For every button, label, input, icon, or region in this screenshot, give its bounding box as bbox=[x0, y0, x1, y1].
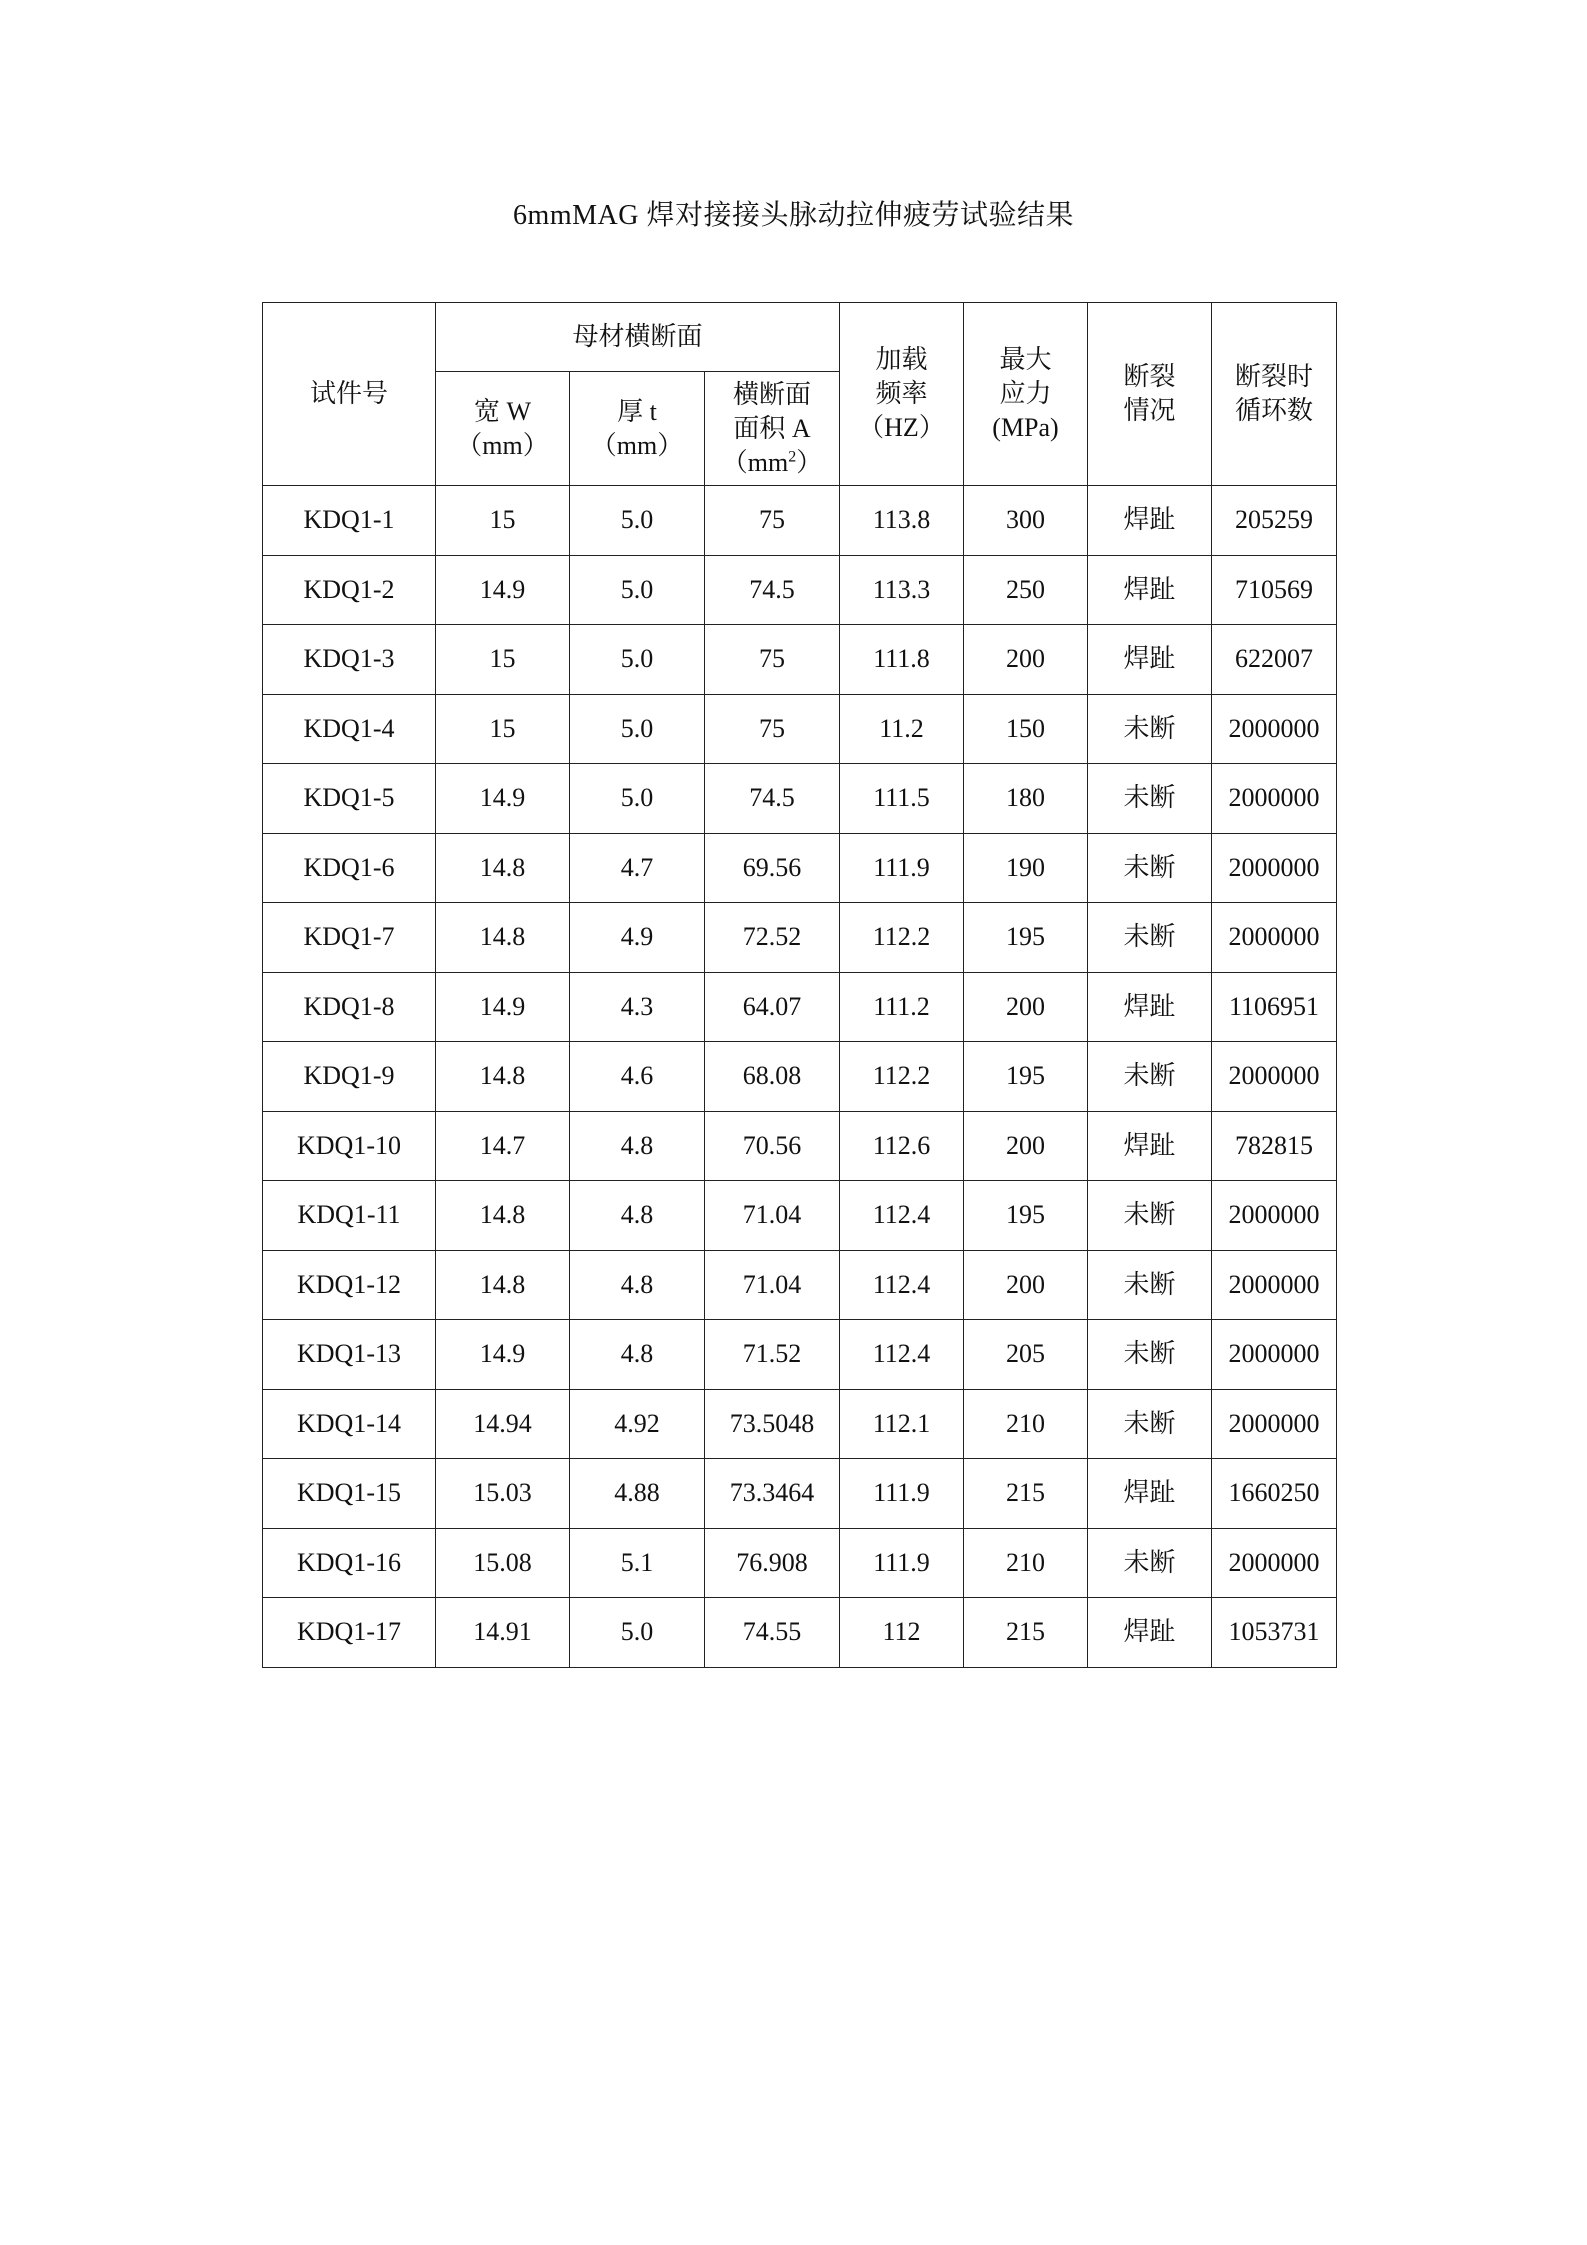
cycles-cell bbox=[1212, 1250, 1337, 1320]
fracture-cell: 焊趾 bbox=[1088, 1598, 1212, 1668]
header-area-line: 横断面 bbox=[732, 379, 811, 409]
specimen-id-cell: KDQ1-17 bbox=[263, 1598, 436, 1668]
fracture-cell: 焊趾 bbox=[1088, 1459, 1212, 1529]
table-row bbox=[263, 1250, 1337, 1320]
table-row bbox=[263, 833, 1337, 903]
header-row-1 bbox=[263, 303, 1337, 372]
table-row bbox=[263, 1320, 1337, 1390]
frequency-cell: 111.9 bbox=[840, 1459, 964, 1529]
cycles-value: 2000000 bbox=[1228, 1408, 1320, 1438]
header-width bbox=[436, 372, 570, 486]
header-frequency-line: 频率 bbox=[875, 379, 928, 408]
cycles-value: 205259 bbox=[1235, 505, 1313, 535]
table-row bbox=[263, 486, 1337, 556]
cycles-value: 710569 bbox=[1235, 574, 1313, 604]
header-width-line: 宽 W bbox=[473, 396, 532, 426]
thickness-cell: 5.0 bbox=[570, 764, 705, 834]
width-cell: 14.8 bbox=[436, 1042, 570, 1112]
fracture-cell: 焊趾 bbox=[1088, 486, 1212, 556]
header-fracture-line: 断裂 bbox=[1123, 362, 1176, 391]
cycles-value: 2000000 bbox=[1228, 713, 1320, 743]
header-thickness-line: 厚 t bbox=[617, 396, 657, 426]
area-cell: 73.3464 bbox=[705, 1459, 840, 1529]
max-stress-cell: 205 bbox=[964, 1320, 1088, 1390]
fracture-cell: 未断 bbox=[1088, 764, 1212, 834]
area-cell: 76.908 bbox=[705, 1528, 840, 1598]
specimen-id-cell: KDQ1-15 bbox=[263, 1459, 436, 1529]
header-area-line: 面积 A bbox=[733, 413, 811, 443]
header-area-line bbox=[705, 446, 839, 480]
width-cell: 14.8 bbox=[436, 903, 570, 973]
cycles-value: 2000000 bbox=[1228, 1339, 1320, 1369]
frequency-cell: 112 bbox=[840, 1598, 964, 1668]
fracture-cell: 未断 bbox=[1088, 1250, 1212, 1320]
cycles-value: 2000000 bbox=[1228, 852, 1320, 882]
thickness-cell: 4.6 bbox=[570, 1042, 705, 1112]
header-max-stress-line: 最大 bbox=[999, 345, 1052, 374]
max-stress-cell: 200 bbox=[964, 625, 1088, 695]
thickness-cell: 4.8 bbox=[570, 1181, 705, 1251]
specimen-id-cell: KDQ1-4 bbox=[263, 694, 436, 764]
max-stress-cell: 200 bbox=[964, 1111, 1088, 1181]
thickness-cell: 4.3 bbox=[570, 972, 705, 1042]
width-cell: 14.8 bbox=[436, 833, 570, 903]
cycles-cell bbox=[1212, 555, 1337, 625]
width-cell: 14.94 bbox=[436, 1389, 570, 1459]
frequency-cell: 113.3 bbox=[840, 555, 964, 625]
header-specimen: 试件号 bbox=[263, 303, 436, 486]
frequency-cell: 111.5 bbox=[840, 764, 964, 834]
frequency-cell: 111.9 bbox=[840, 1528, 964, 1598]
max-stress-cell: 195 bbox=[964, 1181, 1088, 1251]
fracture-cell: 未断 bbox=[1088, 1389, 1212, 1459]
cycles-cell bbox=[1212, 1181, 1337, 1251]
thickness-cell: 5.0 bbox=[570, 625, 705, 695]
thickness-cell: 4.88 bbox=[570, 1459, 705, 1529]
area-cell: 73.5048 bbox=[705, 1389, 840, 1459]
fracture-cell: 未断 bbox=[1088, 903, 1212, 973]
area-cell: 75 bbox=[705, 694, 840, 764]
max-stress-cell: 215 bbox=[964, 1598, 1088, 1668]
max-stress-cell: 195 bbox=[964, 903, 1088, 973]
max-stress-cell: 180 bbox=[964, 764, 1088, 834]
cycles-value: 2000000 bbox=[1228, 1200, 1320, 1230]
fracture-cell: 焊趾 bbox=[1088, 625, 1212, 695]
width-cell: 15 bbox=[436, 486, 570, 556]
thickness-cell: 5.0 bbox=[570, 694, 705, 764]
width-cell: 14.9 bbox=[436, 555, 570, 625]
thickness-cell: 4.8 bbox=[570, 1111, 705, 1181]
table-row bbox=[263, 625, 1337, 695]
max-stress-cell: 190 bbox=[964, 833, 1088, 903]
width-cell: 15 bbox=[436, 694, 570, 764]
table-row bbox=[263, 694, 1337, 764]
cycles-cell bbox=[1212, 972, 1337, 1042]
frequency-cell: 112.4 bbox=[840, 1320, 964, 1390]
cycles-value: 782815 bbox=[1235, 1130, 1313, 1160]
area-cell: 64.07 bbox=[705, 972, 840, 1042]
frequency-cell: 112.1 bbox=[840, 1389, 964, 1459]
page-title: 6mmMAG 焊对接接头脉动拉伸疲劳试验结果 bbox=[513, 200, 1074, 231]
cycles-cell bbox=[1212, 1111, 1337, 1181]
fracture-cell: 未断 bbox=[1088, 1528, 1212, 1598]
area-cell: 71.04 bbox=[705, 1181, 840, 1251]
width-cell: 15.08 bbox=[436, 1528, 570, 1598]
cycles-value: 2000000 bbox=[1228, 783, 1320, 813]
width-cell: 14.8 bbox=[436, 1250, 570, 1320]
area-cell: 75 bbox=[705, 625, 840, 695]
fracture-cell: 焊趾 bbox=[1088, 1111, 1212, 1181]
frequency-cell: 111.2 bbox=[840, 972, 964, 1042]
thickness-cell: 4.8 bbox=[570, 1320, 705, 1390]
cycles-cell bbox=[1212, 694, 1337, 764]
header-area bbox=[705, 372, 840, 486]
header-cycles-line: 断裂时 bbox=[1234, 362, 1313, 391]
thickness-cell: 5.0 bbox=[570, 1598, 705, 1668]
cycles-cell bbox=[1212, 1459, 1337, 1529]
frequency-cell: 112.6 bbox=[840, 1111, 964, 1181]
thickness-cell: 4.9 bbox=[570, 903, 705, 973]
fracture-cell: 未断 bbox=[1088, 1181, 1212, 1251]
cycles-value: 1106951 bbox=[1228, 991, 1320, 1021]
max-stress-cell: 250 bbox=[964, 555, 1088, 625]
width-cell: 14.7 bbox=[436, 1111, 570, 1181]
thickness-cell: 5.0 bbox=[570, 555, 705, 625]
frequency-cell: 113.8 bbox=[840, 486, 964, 556]
cycles-value: 1660250 bbox=[1228, 1478, 1320, 1508]
cycles-value: 622007 bbox=[1235, 644, 1313, 674]
table-row bbox=[263, 1459, 1337, 1529]
header-cycles-line: 循环数 bbox=[1234, 396, 1313, 425]
cycles-cell bbox=[1212, 1528, 1337, 1598]
cycles-cell bbox=[1212, 1598, 1337, 1668]
width-cell: 14.8 bbox=[436, 1181, 570, 1251]
table-row bbox=[263, 903, 1337, 973]
max-stress-cell: 210 bbox=[964, 1389, 1088, 1459]
thickness-cell: 5.1 bbox=[570, 1528, 705, 1598]
header-frequency-line: 加载 bbox=[875, 345, 928, 374]
area-cell: 72.52 bbox=[705, 903, 840, 973]
table-row bbox=[263, 1389, 1337, 1459]
header-max-stress bbox=[964, 303, 1088, 486]
specimen-id-cell: KDQ1-10 bbox=[263, 1111, 436, 1181]
specimen-id-cell: KDQ1-13 bbox=[263, 1320, 436, 1390]
fracture-cell: 焊趾 bbox=[1088, 972, 1212, 1042]
header-frequency bbox=[840, 303, 964, 486]
specimen-id-cell: KDQ1-5 bbox=[263, 764, 436, 834]
specimen-id-cell: KDQ1-6 bbox=[263, 833, 436, 903]
fracture-cell: 焊趾 bbox=[1088, 555, 1212, 625]
max-stress-cell: 150 bbox=[964, 694, 1088, 764]
specimen-id-cell: KDQ1-3 bbox=[263, 625, 436, 695]
frequency-cell: 112.2 bbox=[840, 903, 964, 973]
max-stress-cell: 200 bbox=[964, 972, 1088, 1042]
cycles-value: 2000000 bbox=[1228, 1269, 1320, 1299]
width-cell: 14.9 bbox=[436, 972, 570, 1042]
header-thickness bbox=[570, 372, 705, 486]
max-stress-cell: 300 bbox=[964, 486, 1088, 556]
cycles-cell bbox=[1212, 1320, 1337, 1390]
table-row bbox=[263, 1111, 1337, 1181]
area-cell: 74.55 bbox=[705, 1598, 840, 1668]
header-area-unit: （mm bbox=[721, 447, 789, 477]
specimen-id-cell: KDQ1-1 bbox=[263, 486, 436, 556]
specimen-id-cell: KDQ1-2 bbox=[263, 555, 436, 625]
frequency-cell: 111.8 bbox=[840, 625, 964, 695]
header-thickness-line: （mm） bbox=[590, 430, 684, 460]
header-frequency-line: （HZ） bbox=[858, 413, 945, 442]
table-row bbox=[263, 1042, 1337, 1112]
cycles-cell bbox=[1212, 903, 1337, 973]
header-fracture-line: 情况 bbox=[1123, 396, 1176, 425]
header-max-stress-line: 应力 bbox=[999, 379, 1052, 408]
cycles-value: 1053731 bbox=[1228, 1617, 1320, 1647]
frequency-cell: 112.4 bbox=[840, 1181, 964, 1251]
table-row bbox=[263, 764, 1337, 834]
specimen-id-cell: KDQ1-12 bbox=[263, 1250, 436, 1320]
specimen-id-cell: KDQ1-16 bbox=[263, 1528, 436, 1598]
fracture-cell: 未断 bbox=[1088, 833, 1212, 903]
width-cell: 14.9 bbox=[436, 1320, 570, 1390]
area-cell: 71.52 bbox=[705, 1320, 840, 1390]
fracture-cell: 未断 bbox=[1088, 1320, 1212, 1390]
max-stress-cell: 195 bbox=[964, 1042, 1088, 1112]
cycles-value: 2000000 bbox=[1228, 922, 1320, 952]
thickness-cell: 4.7 bbox=[570, 833, 705, 903]
width-cell: 14.9 bbox=[436, 764, 570, 834]
header-cycles bbox=[1212, 303, 1337, 486]
thickness-cell: 5.0 bbox=[570, 486, 705, 556]
thickness-cell: 4.8 bbox=[570, 1250, 705, 1320]
fatigue-results-table bbox=[262, 302, 1337, 1668]
thickness-cell: 4.92 bbox=[570, 1389, 705, 1459]
area-cell: 69.56 bbox=[705, 833, 840, 903]
header-fracture bbox=[1088, 303, 1212, 486]
max-stress-cell: 215 bbox=[964, 1459, 1088, 1529]
fracture-cell: 未断 bbox=[1088, 1042, 1212, 1112]
cycles-cell bbox=[1212, 833, 1337, 903]
table-row bbox=[263, 972, 1337, 1042]
frequency-cell: 111.9 bbox=[840, 833, 964, 903]
specimen-id-cell: KDQ1-7 bbox=[263, 903, 436, 973]
area-cell: 74.5 bbox=[705, 764, 840, 834]
frequency-cell: 112.4 bbox=[840, 1250, 964, 1320]
header-area-exponent: 2 bbox=[788, 447, 797, 465]
max-stress-cell: 210 bbox=[964, 1528, 1088, 1598]
header-base-section: 母材横断面 bbox=[436, 303, 840, 372]
width-cell: 14.91 bbox=[436, 1598, 570, 1668]
frequency-cell: 112.2 bbox=[840, 1042, 964, 1112]
cycles-value: 2000000 bbox=[1228, 1547, 1320, 1577]
header-max-stress-line: (MPa) bbox=[992, 413, 1059, 442]
fracture-cell: 未断 bbox=[1088, 694, 1212, 764]
specimen-id-cell: KDQ1-11 bbox=[263, 1181, 436, 1251]
width-cell: 15 bbox=[436, 625, 570, 695]
cycles-value: 2000000 bbox=[1228, 1061, 1320, 1091]
width-cell: 15.03 bbox=[436, 1459, 570, 1529]
header-width-line: （mm） bbox=[456, 430, 549, 460]
max-stress-cell: 200 bbox=[964, 1250, 1088, 1320]
specimen-id-cell: KDQ1-14 bbox=[263, 1389, 436, 1459]
specimen-id-cell: KDQ1-9 bbox=[263, 1042, 436, 1112]
specimen-id-cell: KDQ1-8 bbox=[263, 972, 436, 1042]
table-row bbox=[263, 1528, 1337, 1598]
cycles-cell bbox=[1212, 1389, 1337, 1459]
area-cell: 74.5 bbox=[705, 555, 840, 625]
cycles-cell bbox=[1212, 625, 1337, 695]
cycles-cell bbox=[1212, 486, 1337, 556]
table-row bbox=[263, 1598, 1337, 1668]
header-area-unit-close: ） bbox=[796, 447, 823, 477]
table-row bbox=[263, 555, 1337, 625]
table-row bbox=[263, 1181, 1337, 1251]
cycles-cell bbox=[1212, 1042, 1337, 1112]
cycles-cell bbox=[1212, 764, 1337, 834]
area-cell: 70.56 bbox=[705, 1111, 840, 1181]
area-cell: 68.08 bbox=[705, 1042, 840, 1112]
frequency-cell: 11.2 bbox=[840, 694, 964, 764]
area-cell: 75 bbox=[705, 486, 840, 556]
area-cell: 71.04 bbox=[705, 1250, 840, 1320]
